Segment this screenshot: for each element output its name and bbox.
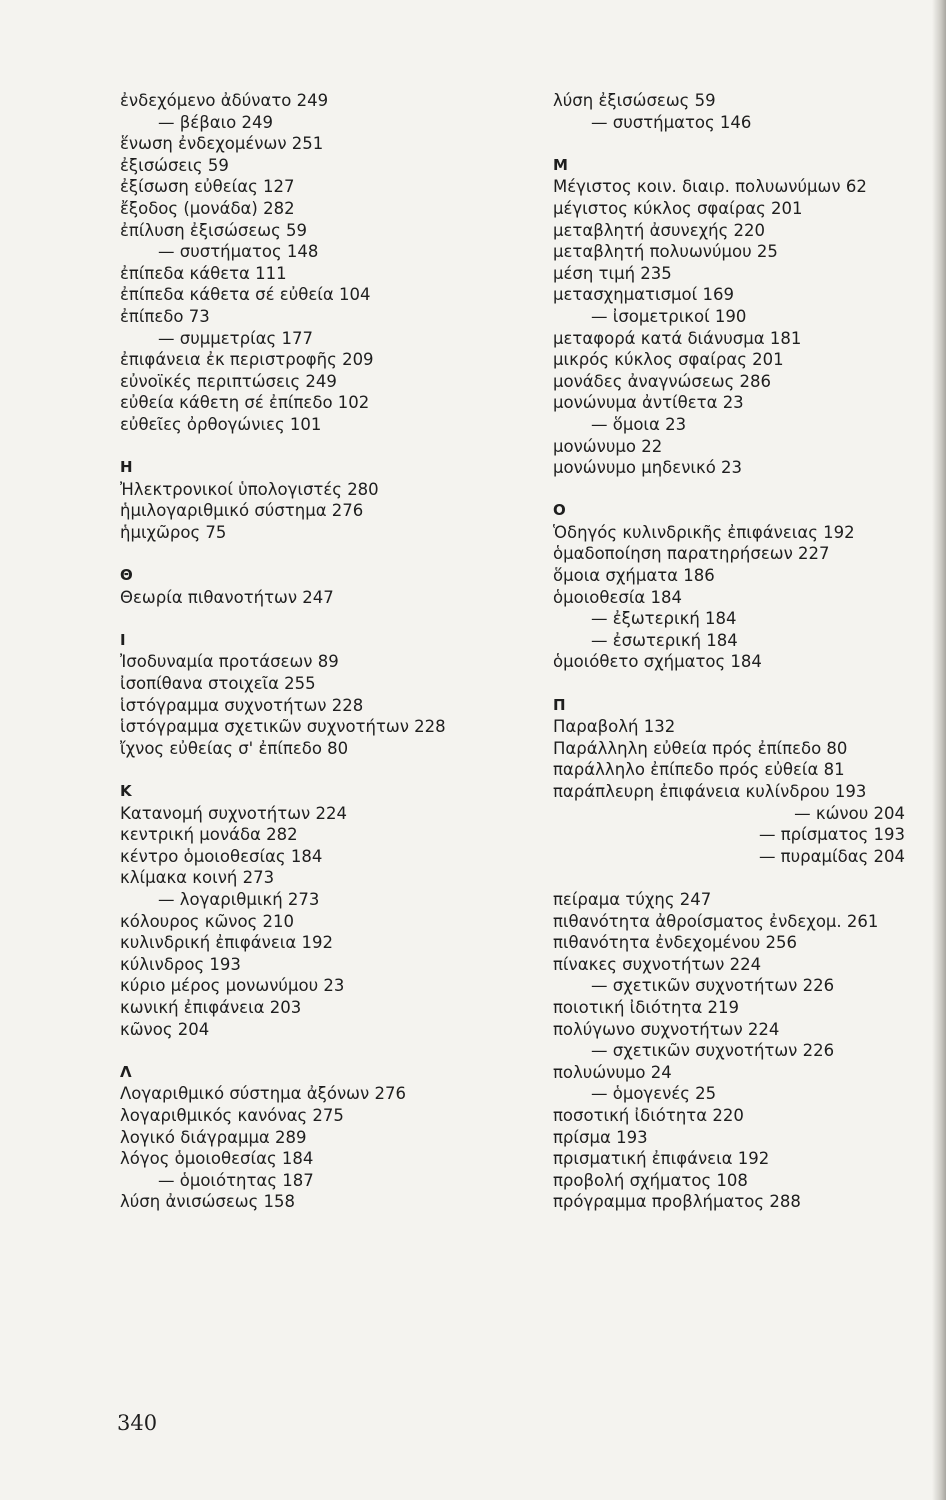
index-subentry: — πρίσματος 193 (758, 825, 905, 845)
index-entry: πρισματική ἐπιφάνεια 192 (553, 1149, 770, 1169)
index-entry: Ἰσοδυναμία προτάσεων 89 (120, 652, 339, 672)
index-entry: λογαριθμικός κανόνας 275 (120, 1105, 344, 1125)
index-subentry: — ὅμοια 23 (591, 414, 687, 434)
index-entry: ἰσοπίθανα στοιχεῖα 255 (120, 674, 316, 694)
index-entry: Θεωρία πιθανοτήτων 247 (120, 587, 334, 607)
index-entry: λογικό διάγραμμα 289 (120, 1127, 307, 1147)
index-entry: ἐξισώσεις 59 (120, 155, 229, 175)
index-entry: ὁμοιοθεσία 184 (553, 587, 683, 607)
index-entry: εὐνοϊκές περιπτώσεις 249 (120, 371, 337, 391)
index-entry: ἔξοδος (μονάδα) 282 (120, 198, 295, 218)
index-entry: προβολή σχήματος 108 (553, 1170, 748, 1190)
index-entry: κωνική ἐπιφάνεια 203 (120, 997, 302, 1017)
index-entry: μέση τιμή 235 (553, 263, 672, 283)
index-entry: εὐθεία κάθετη σέ ἐπίπεδο 102 (120, 393, 370, 413)
index-entry: ἐξίσωση εὐθείας 127 (120, 177, 295, 197)
page-number: 340 (117, 1411, 158, 1435)
index-subentry: — συστήματος 148 (158, 242, 319, 262)
index-entry: κῶνος 204 (120, 1019, 210, 1039)
index-entry: ἡμιχῶρος 75 (120, 522, 227, 542)
index-entry: πολυώνυμο 24 (553, 1062, 672, 1082)
index-entry: ὅμοια σχήματα 186 (553, 566, 715, 586)
index-entry: μονώνυμο 22 (553, 436, 663, 456)
index-column-left (120, 90, 520, 1213)
index-entry: κυλινδρική ἐπιφάνεια 192 (120, 933, 333, 953)
index-letter-heading: Π (553, 695, 566, 714)
index-letter-heading: Ο (553, 501, 566, 520)
index-letter-heading: Η (120, 458, 133, 477)
index-entry: κύριο μέρος μονωνύμου 23 (120, 976, 345, 996)
page-edge-shadow (932, 0, 946, 1500)
index-entry: ἴχνος εὐθείας σ' ἐπίπεδο 80 (120, 738, 349, 758)
index-entry: Ὁδηγός κυλινδρικῆς ἐπιφάνειας 192 (553, 522, 855, 542)
index-subentry: — ὁμογενές 25 (591, 1084, 717, 1104)
index-letter-heading: Μ (553, 155, 568, 174)
index-entry: πιθανότητα ἐνδεχομένου 256 (553, 933, 798, 953)
index-entry: εὐθεῖες ὀρθογώνιες 101 (120, 414, 322, 434)
index-entry: Ἠλεκτρονικοί ὑπολογιστές 280 (120, 479, 379, 499)
index-letter-heading: Θ (120, 566, 133, 585)
index-entry: ἡμιλογαριθμικό σύστημα 276 (120, 501, 364, 521)
index-entry: ὁμοιόθετο σχήματος 184 (553, 652, 762, 672)
index-entry: μέγιστος κύκλος σφαίρας 201 (553, 198, 803, 218)
index-entry: ἐπίπεδα κάθετα 111 (120, 263, 287, 283)
index-entry: λόγος ὁμοιοθεσίας 184 (120, 1149, 314, 1169)
spacer (553, 867, 913, 889)
index-column-right (553, 90, 913, 1213)
index-entry: πρόγραμμα προβλήματος 288 (553, 1192, 801, 1212)
index-entry: Λογαριθμικό σύστημα ἀξόνων 276 (120, 1084, 406, 1104)
index-entry: παράπλευρη ἐπιφάνεια κυλίνδρου 193 (553, 782, 867, 801)
index-subentry: — λογαριθμική 273 (158, 889, 320, 909)
index-entry: ὁμαδοποίηση παρατηρήσεων 227 (553, 544, 830, 564)
index-entry: μεταβλητή ἀσυνεχής 220 (553, 220, 766, 240)
index-subentry: — πυραμίδας 204 (758, 846, 905, 866)
index-entry: μονώνυμο μηδενικό 23 (553, 458, 743, 478)
index-entry: κλίμακα κοινή 273 (120, 868, 275, 888)
index-entry: ἐνδεχόμενο ἀδύνατο 249 (120, 91, 329, 110)
index-entry: ἱστόγραμμα συχνοτήτων 228 (120, 695, 364, 715)
index-entry: μικρός κύκλος σφαίρας 201 (553, 350, 784, 370)
index-entry: μονάδες ἀναγνώσεως 286 (553, 371, 772, 391)
index-letter-heading: Κ (120, 782, 132, 800)
index-entry: κύλινδρος 193 (120, 954, 241, 974)
index-entry: πρίσμα 193 (553, 1127, 648, 1147)
index-entry: Παραβολή 132 (553, 717, 676, 737)
index-entry: ἕνωση ἐνδεχομένων 251 (120, 134, 324, 154)
index-entry: παράλληλο ἐπίπεδο πρός εὐθεία 81 (553, 760, 845, 780)
index-entry: λύση ἀνισώσεως 158 (120, 1192, 296, 1212)
index-entry: Μέγιστος κοιν. διαιρ. πολυωνύμων 62 (553, 177, 867, 197)
index-entry: ἐπίπεδο 73 (120, 306, 210, 326)
index-subentry: — σχετικῶν συχνοτήτων 226 (591, 1041, 835, 1061)
index-subentry: — συμμετρίας 177 (158, 328, 313, 348)
index-entry: μονώνυμα ἀντίθετα 23 (553, 393, 744, 413)
index-subentry: — ἐξωτερική 184 (591, 609, 737, 629)
index-entry: κέντρο ὁμοιοθεσίας 184 (120, 846, 323, 866)
index-entry: πείραμα τύχης 247 (553, 889, 712, 909)
index-entry: πολύγωνο συχνοτήτων 224 (553, 1019, 780, 1039)
index-subentry: — βέβαιο 249 (158, 112, 274, 132)
index-entry: ἐπιφάνεια ἐκ περιστροφῆς 209 (120, 350, 374, 370)
index-subentry: — ἐσωτερική 184 (591, 630, 738, 650)
index-subentry: — ὁμοιότητας 187 (158, 1170, 314, 1190)
index-entry: πιθανότητα ἀθροίσματος ἐνδεχομ. 261 (553, 911, 879, 931)
index-entry: ἐπίπεδα κάθετα σέ εὐθεία 104 (120, 285, 371, 305)
index-entry: Παράλληλη εὐθεία πρός ἐπίπεδο 80 (553, 738, 848, 758)
index-entry: κεντρική μονάδα 282 (120, 825, 298, 845)
index-entry: ποσοτική ἰδιότητα 220 (553, 1105, 744, 1125)
index-subentry: — ἰσομετρικοί 190 (591, 306, 747, 326)
index-entry: μετασχηματισμοί 169 (553, 285, 734, 305)
index-entry: μεταβλητή πολυωνύμου 25 (553, 242, 778, 262)
index-entry: ποιοτική ἰδιότητα 219 (553, 997, 739, 1017)
index-subentry: — σχετικῶν συχνοτήτων 226 (591, 976, 835, 996)
index-subentry: — συστήματος 146 (591, 112, 752, 132)
index-entry: μεταφορά κατά διάνυσμα 181 (553, 328, 802, 348)
index-subentry: — κώνου 204 (794, 803, 905, 823)
index-entry: λύση ἐξισώσεως 59 (553, 91, 716, 110)
index-letter-heading: Ι (120, 630, 126, 649)
index-entry: ἐπίλυση ἐξισώσεως 59 (120, 220, 308, 240)
index-letter-heading: Λ (120, 1062, 132, 1081)
index-entry: Κατανομή συχνοτήτων 224 (120, 803, 347, 823)
index-entry: πίνακες συχνοτήτων 224 (553, 954, 762, 974)
index-entry: κόλουρος κῶνος 210 (120, 911, 294, 931)
index-entry: ἱστόγραμμα σχετικῶν συχνοτήτων 228 (120, 717, 446, 737)
